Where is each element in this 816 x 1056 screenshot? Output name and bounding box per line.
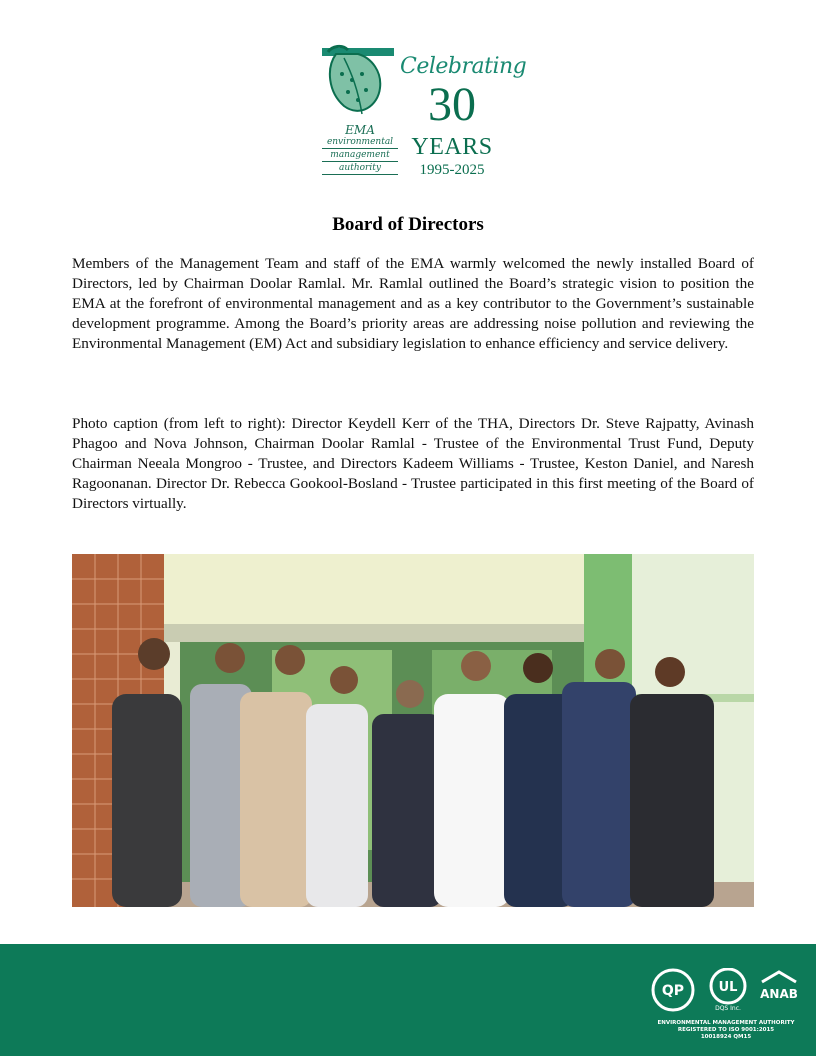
- certification-text: [648, 1020, 804, 1041]
- group-photo-image: [72, 554, 754, 907]
- anab-certification-icon: [754, 968, 804, 1012]
- board-group-photo: [72, 554, 754, 907]
- ema-anniversary-logo: [318, 40, 527, 192]
- cert-line-2: REGISTERED TO ISO 9001:2015: [677, 1027, 775, 1033]
- ul-certification-icon: [708, 968, 748, 1012]
- footer-band: [0, 944, 816, 1056]
- anab-badge-label: ANAB: [760, 987, 798, 1001]
- photo-caption-paragraph: Photo caption (from left to right): Director Keydell Kerr of the THA, Directors Dr. Steve Rajpatty, Avinash Phagoo and Nova Johnson, Chairman Doolar Ramlal - Trustee of the Environmental Trust Fund, Deputy Chairman Neeala Mongroo - Trustee, and Directors Kadeem Williams - Trustee, Keston Daniel, and Naresh Ragoonanan. Director Dr. Rebecca Gookool-Bosland - Trustee participated in this first meeting of the Board of Directors virtually.: [72, 415, 754, 512]
- ul-badge-label: UL: [718, 980, 738, 995]
- wordmark-line-3: authority: [322, 162, 398, 175]
- celebrating-label: Celebrating: [400, 54, 527, 79]
- wordmark-line-2: management: [322, 149, 398, 162]
- year-range: 1995-2025: [419, 162, 485, 178]
- qp-badge-label: QP: [661, 983, 685, 999]
- cert-line-3: 10018924 QM15: [700, 1034, 752, 1040]
- ema-wordmark: [322, 124, 398, 175]
- anniversary-text: [400, 46, 527, 186]
- intro-paragraph: Members of the Management Team and staff of the EMA warmly welcomed the newly installed Board of Directors, led by Chairman Doolar Ramlal. Mr. Ramlal outlined the Board’s strategic vision to position the EMA at the forefront of environmental management and as a key contributor to the Government’s sustainable development programme. Among the Board’s priority areas are addressing noise pollution and reviewing the Environmental Management (EM) Act and subsidiary legislation to enhance efficiency and service delivery.: [72, 255, 754, 352]
- ema-acronym: EMA: [345, 123, 375, 137]
- page-title: Board of Directors: [332, 214, 484, 235]
- ul-sub-label: DQS Inc.: [715, 1005, 741, 1012]
- wordmark-line-1: environmental: [322, 136, 398, 149]
- years-label: YEARS: [411, 134, 493, 160]
- certification-block: [648, 968, 804, 1050]
- anniversary-number: 30: [428, 78, 476, 131]
- leaf-icon: [322, 44, 394, 124]
- ema-leaf-emblem: [322, 44, 394, 192]
- qp-certification-icon: [648, 968, 698, 1012]
- cert-line-1: ENVIRONMENTAL MANAGEMENT AUTHORITY: [657, 1020, 795, 1026]
